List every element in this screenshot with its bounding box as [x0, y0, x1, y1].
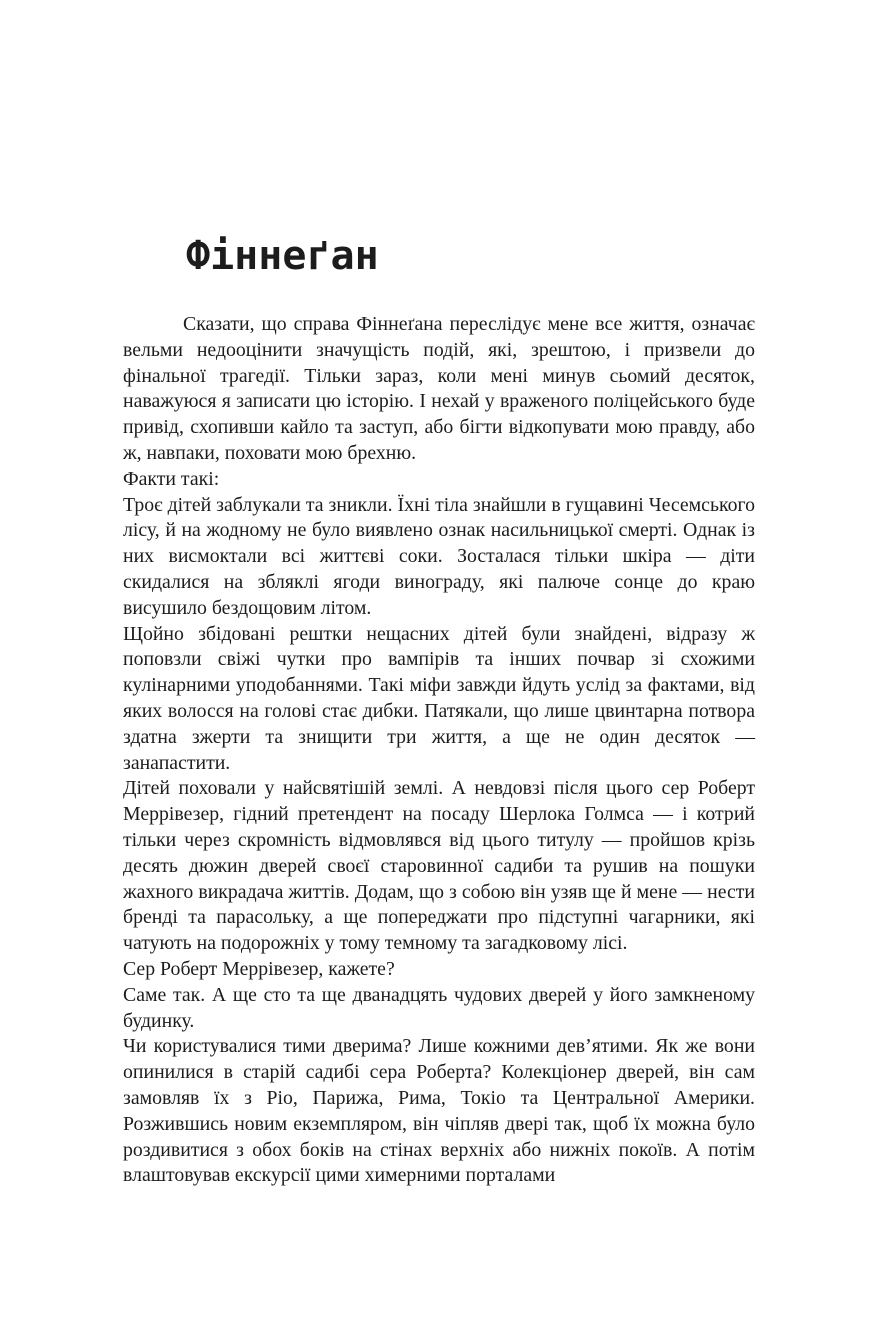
paragraph-question: Сер Роберт Меррівезер, кажете? — [123, 957, 395, 980]
paragraph-doors: Саме так. А ще сто та ще дванадцять чудових дверей у його замкненому будинку. — [123, 983, 755, 1032]
paragraph-sir-robert: Дітей поховали у найсвятішій землі. А невдовзі після цього сер Роберт Меррівезер, гідний претендент на посаду Шерлока Голмса — і котрий тільки через скромність відмовлявся від цього титулу — пройшов крізь десять дюжин дверей своєї старовинної садиби та рушив на пошуки жахного викрадача життів. Додам, що з собою він узяв ще й мене — нести бренді та парасольку, а ще попереджати про підступні чагарники, які чатують на подорожніх у тому темному та загадковому лісі. — [123, 777, 755, 955]
body-text — [123, 312, 755, 1189]
paragraph-intro: Сказати, що справа Фіннеґана переслідує мене все життя, означає вельми недооцінити значущість подій, які, зрештою, і призвели до фінальної трагедії. Тільки зараз, коли мені минув сьомий десяток, наважуюся я записати цю історію. І нехай у враженого поліцейського буде привід, схопивши кайло та заступ, або бігти відкопувати мою правду, або ж, навпаки, поховати мою брехню. — [123, 313, 755, 464]
chapter-title: Фіннеґан — [186, 233, 379, 279]
paragraph-door-collector: Чи користувалися тими дверима? Лише кожними дев’ятими. Як же вони опинилися в старій садибі сера Роберта? Колекціонер дверей, він сам замовляв їх з Ріо, Парижа, Рима, Токіо та Центральної Америки. Розжившись новим екземпляром, він чіпляв двері так, щоб їх можна було роздивитися з обох боків на стінах верхніх або нижніх покоїв. А потім влаштовував екскурсії цими химерними порталами — [123, 1035, 755, 1187]
paragraph-facts-heading: Факти такі: — [123, 467, 220, 490]
paragraph-rumours: Щойно збідовані рештки нещасних дітей були знайдені, відразу ж поповзли свіжі чутки про вампірів та інших почвар зі схожими кулінарними уподобаннями. Такі міфи завжди йдуть услід за фактами, від яких волосся на голові стає дибки. Патякали, що лише цвинтарна потвора здатна зжерти та знищити три життя, а ще не один десяток — занапастити. — [123, 622, 755, 774]
paragraph-missing-children: Троє дітей заблукали та зникли. Їхні тіла знайшли в гущавині Чесемського лісу, й на жодному не було виявлено ознак насильницької смерті. Однак із них висмоктали всі життєві соки. Зосталася тільки шкіра — діти скидалися на збляклі ягоди винограду, які палюче сонце до краю висушило бездощовим літом. — [123, 493, 755, 619]
